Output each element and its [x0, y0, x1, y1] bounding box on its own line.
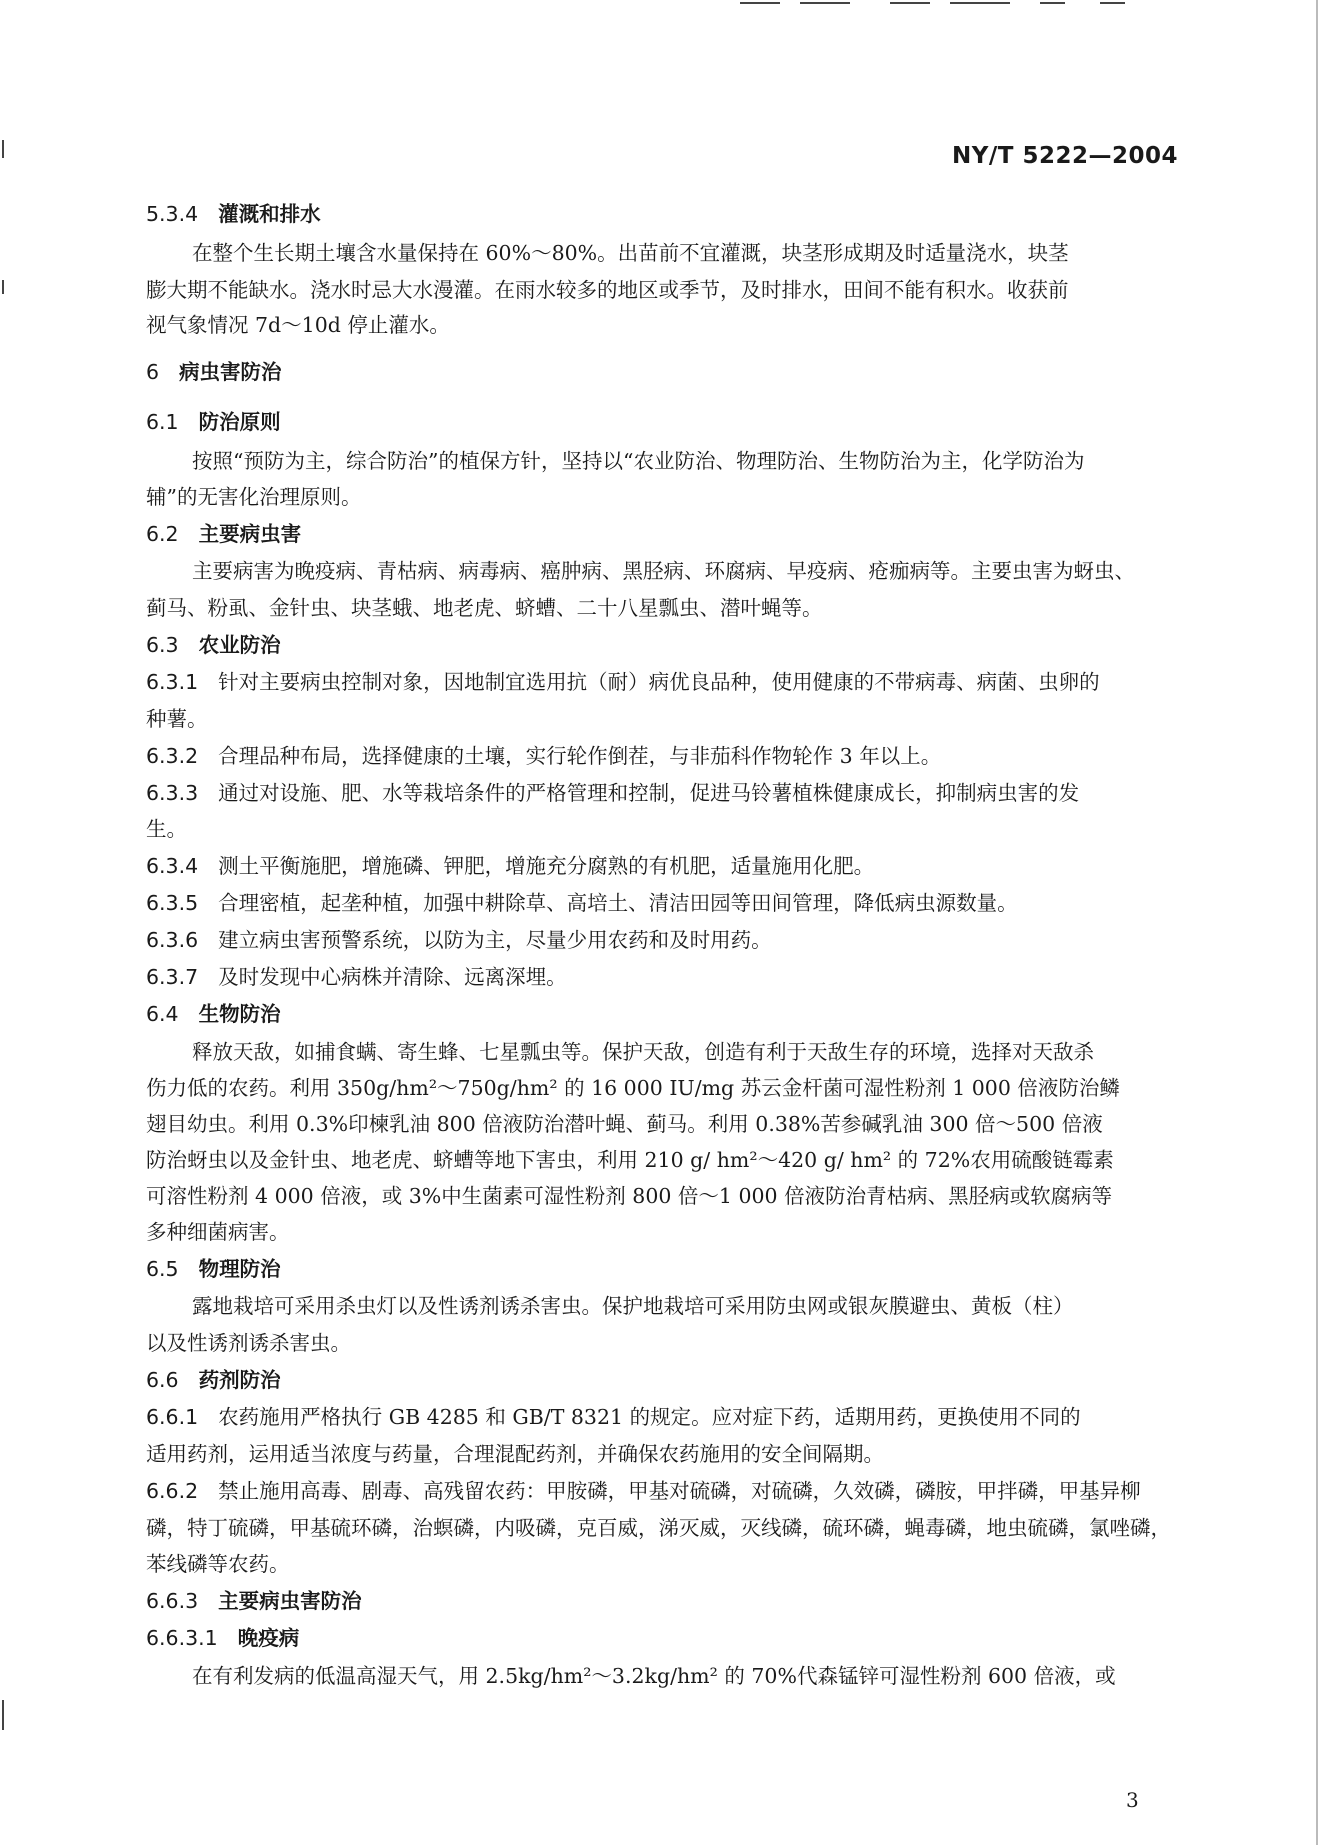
- section-heading: [146, 520, 1320, 548]
- paragraph-line: 在整个生长期土壤含水量保持在 60%～80%。出苗前不宜灌溉，块茎形成期及时适量浇水，块茎: [192, 241, 1069, 265]
- clause-line: [146, 852, 1320, 880]
- clause-number: 6.3.4: [146, 854, 199, 878]
- section-number: 6.1: [146, 410, 179, 434]
- section-heading: [146, 408, 1320, 436]
- section-number: 6.6: [146, 1368, 179, 1392]
- section-number: 6.3: [146, 633, 179, 657]
- section-title: 防治原则: [198, 410, 281, 434]
- section-title: 物理防治: [198, 1257, 281, 1281]
- clause-number: 6.3.6: [146, 928, 199, 952]
- paragraph-line: 适用药剂，运用适当浓度与药量，合理混配药剂，并确保农药施用的安全间隔期。: [146, 1442, 884, 1466]
- clause-text: 建立病虫害预警系统，以防为主，尽量少用农药和及时用药。: [218, 928, 772, 952]
- clause-text: 农药施用严格执行 GB 4285 和 GB/T 8321 的规定。应对症下药，适期用药，更换使用不同的: [218, 1405, 1081, 1429]
- paragraph-line: 防治蚜虫以及金针虫、地老虎、蛴螬等地下害虫，利用 210 g/ hm²～420 g/ hm² 的 72%农用硫酸链霉素: [146, 1148, 1114, 1172]
- section-title: 生物防治: [198, 1002, 281, 1026]
- clause-line: [146, 1403, 1320, 1431]
- section-heading: [146, 358, 1320, 386]
- section-number: 6.4: [146, 1002, 179, 1026]
- section-number: 6: [146, 360, 160, 384]
- paragraph-line: 生。: [146, 817, 187, 841]
- page-number: 3: [1126, 1788, 1139, 1812]
- section-number: 6.5: [146, 1257, 179, 1281]
- clause-line: [146, 1477, 1320, 1505]
- scan-artifact-left: [2, 140, 4, 158]
- standard-code: NY/T 5222—2004: [951, 143, 1178, 169]
- clause-text: 针对主要病虫控制对象，因地制宜选用抗（耐）病优良品种，使用健康的不带病毒、病菌、虫卵的: [218, 670, 1100, 694]
- scan-artifact-top: [1040, 2, 1065, 4]
- clause-text: 通过对设施、肥、水等栽培条件的严格管理和控制，促进马铃薯植株健康成长，抑制病虫害的发: [218, 781, 1080, 805]
- paragraph-line: 种薯。: [146, 707, 208, 731]
- section-number: 6.6.3: [146, 1589, 199, 1613]
- paragraph-line: 磷，特丁硫磷，甲基硫环磷，治螟磷，内吸磷，克百威，涕灭威，灭线磷，硫环磷，蝇毒磷，地虫硫磷，氯唑磷，: [146, 1516, 1171, 1540]
- section-heading: [146, 1587, 1320, 1615]
- paragraph-line: 释放天敌，如捕食螨、寄生蜂、七星瓢虫等。保护天敌，创造有利于天敌生存的环境，选择对天敌杀: [192, 1040, 1094, 1064]
- scan-artifact-top: [1100, 2, 1125, 4]
- paragraph-line: 伤力低的农药。利用 350g/hm²～750g/hm² 的 16 000 IU/mg 苏云金杆菌可湿性粉剂 1 000 倍液防治鳞: [146, 1076, 1120, 1100]
- paragraph-line: 以及性诱剂诱杀害虫。: [146, 1331, 351, 1355]
- paragraph-line: 翅目幼虫。利用 0.3%印楝乳油 800 倍液防治潜叶蝇、蓟马。利用 0.38%苦参碱乳油 300 倍～500 倍液: [146, 1112, 1103, 1136]
- paragraph-line: 蓟马、粉虱、金针虫、块茎蛾、地老虎、蛴螬、二十八星瓢虫、潜叶蝇等。: [146, 596, 823, 620]
- paragraph-line: 可溶性粉剂 4 000 倍液，或 3%中生菌素可湿性粉剂 800 倍～1 000 倍液防治青枯病、黑胫病或软腐病等: [146, 1184, 1113, 1208]
- clause-line: [146, 742, 1320, 770]
- scan-artifact-top: [800, 2, 850, 4]
- paragraph-line: 多种细菌病害。: [146, 1220, 290, 1244]
- paragraph-line: 按照“预防为主，综合防治”的植保方针，坚持以“农业防治、物理防治、生物防治为主，化学防治为: [192, 449, 1085, 473]
- section-heading: [146, 1366, 1320, 1394]
- section-number: 6.6.3.1: [146, 1626, 218, 1650]
- section-title: 主要病虫害防治: [218, 1589, 362, 1613]
- section-title: 病虫害防治: [179, 360, 282, 384]
- section-title: 主要病虫害: [198, 522, 302, 546]
- clause-text: 合理密植，起垄种植，加强中耕除草、高培土、清洁田园等田间管理，降低病虫源数量。: [218, 891, 1018, 915]
- clause-line: [146, 779, 1320, 807]
- paragraph-line: 在有利发病的低温高湿天气，用 2.5kg/hm²～3.2kg/hm² 的 70%代森锰锌可湿性粉剂 600 倍液，或: [192, 1664, 1116, 1688]
- section-heading: [146, 631, 1320, 659]
- clause-number: 6.3.3: [146, 781, 199, 805]
- clause-text: 及时发现中心病株并清除、远离深埋。: [218, 965, 567, 989]
- clause-text: 测土平衡施肥，增施磷、钾肥，增施充分腐熟的有机肥，适量施用化肥。: [218, 854, 875, 878]
- section-heading: [146, 1255, 1320, 1283]
- section-number: 6.2: [146, 522, 179, 546]
- clause-number: 6.3.5: [146, 891, 199, 915]
- paragraph-line: 辅”的无害化治理原则。: [146, 485, 362, 509]
- section-title: 农业防治: [198, 633, 281, 657]
- clause-number: 6.3.1: [146, 670, 199, 694]
- section-heading: [146, 200, 1320, 228]
- clause-number: 6.6.1: [146, 1405, 199, 1429]
- section-title: 药剂防治: [198, 1368, 281, 1392]
- paragraph-line: 膨大期不能缺水。浇水时忌大水漫灌。在雨水较多的地区或季节，及时排水，田间不能有积水。收获前: [146, 278, 1069, 302]
- clause-line: [146, 963, 1320, 991]
- scan-artifact-left: [2, 1700, 4, 1730]
- section-title: 晚疫病: [237, 1626, 300, 1650]
- clause-line: [146, 668, 1320, 696]
- clause-text: 禁止施用高毒、剧毒、高残留农药：甲胺磷，甲基对硫磷，对硫磷，久效磷，磷胺，甲拌磷，甲基异柳: [218, 1479, 1141, 1503]
- clause-number: 6.3.2: [146, 744, 199, 768]
- clause-line: [146, 926, 1320, 954]
- paragraph-line: 视气象情况 7d～10d 停止灌水。: [146, 313, 450, 337]
- paragraph-line: 露地栽培可采用杀虫灯以及性诱剂诱杀害虫。保护地栽培可采用防虫网或银灰膜避虫、黄板（柱）: [192, 1294, 1074, 1318]
- scan-artifact-top: [950, 2, 1010, 4]
- section-title: 灌溉和排水: [218, 202, 321, 226]
- paragraph-line: 主要病害为晚疫病、青枯病、病毒病、癌肿病、黑胫病、环腐病、早疫病、疮痂病等。主要虫害为蚜虫、: [192, 559, 1135, 583]
- section-heading: [146, 1000, 1320, 1028]
- scan-artifact-top: [890, 2, 930, 4]
- clause-text: 合理品种布局，选择健康的土壤，实行轮作倒茬，与非茄科作物轮作 3 年以上。: [218, 744, 942, 768]
- clause-number: 6.3.7: [146, 965, 199, 989]
- clause-number: 6.6.2: [146, 1479, 199, 1503]
- scan-artifact-top: [740, 2, 780, 4]
- paragraph-line: 苯线磷等农药。: [146, 1552, 290, 1576]
- clause-line: [146, 889, 1320, 917]
- section-heading: [146, 1624, 1320, 1652]
- section-number: 5.3.4: [146, 202, 199, 226]
- scan-artifact-left: [2, 280, 4, 294]
